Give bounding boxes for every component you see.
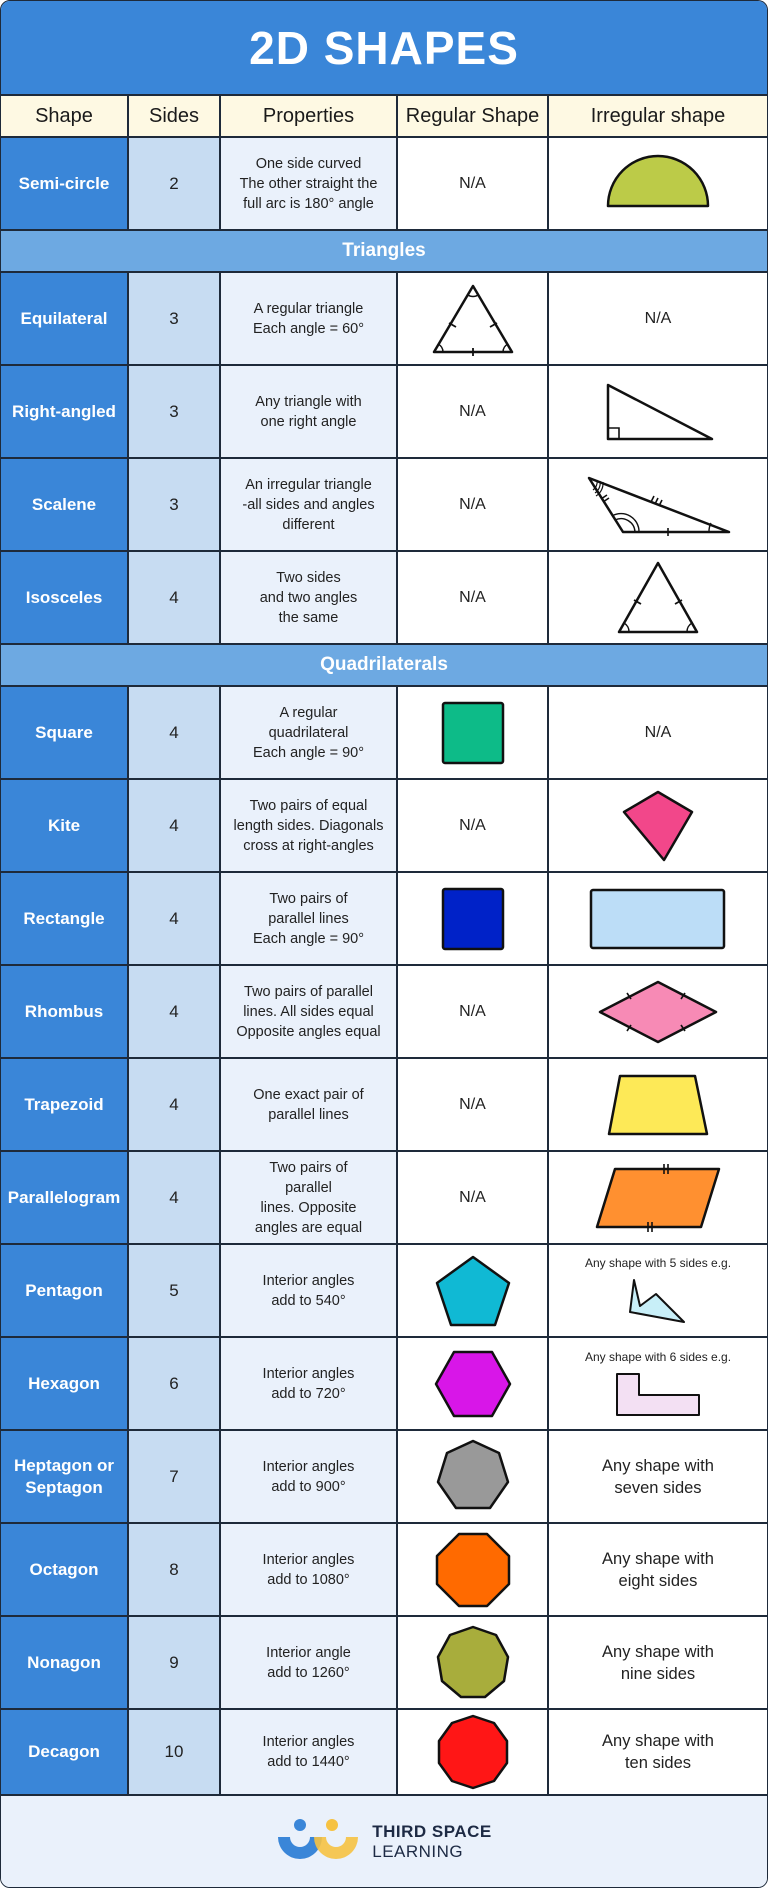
irregular-cell bbox=[549, 1152, 767, 1243]
sides-count: 10 bbox=[129, 1710, 221, 1794]
properties-text: Interior angles add to 1080° bbox=[221, 1524, 398, 1615]
regular-cell bbox=[398, 1710, 549, 1794]
regular-cell bbox=[398, 1245, 549, 1336]
table-row bbox=[1, 871, 767, 964]
header-regular: Regular Shape bbox=[398, 96, 549, 136]
kite-icon bbox=[620, 788, 696, 864]
right-triangle-icon bbox=[598, 379, 718, 445]
irregular-note: Any shape with 6 sides e.g. bbox=[584, 1349, 732, 1364]
regular-cell bbox=[398, 873, 549, 964]
parallelogram-icon bbox=[593, 1163, 723, 1233]
octagon-icon bbox=[433, 1530, 513, 1610]
irregular-na: N/A bbox=[549, 273, 767, 364]
header-row bbox=[1, 94, 767, 136]
sides-count: 3 bbox=[129, 273, 221, 364]
heptagon-icon bbox=[433, 1437, 513, 1517]
trapezoid-icon bbox=[605, 1072, 711, 1138]
sides-count: 2 bbox=[129, 138, 221, 229]
irregular-cell bbox=[549, 873, 767, 964]
brand-line-1: THIRD SPACE bbox=[372, 1821, 492, 1841]
regular-cell bbox=[398, 687, 549, 778]
regular-cell bbox=[398, 1617, 549, 1708]
table-row bbox=[1, 1243, 767, 1336]
table-row bbox=[1, 685, 767, 778]
square-icon bbox=[440, 700, 506, 766]
header-sides: Sides bbox=[129, 96, 221, 136]
properties-text: Two pairs of parallel lines Each angle = 90° bbox=[221, 873, 398, 964]
regular-na: N/A bbox=[398, 459, 549, 550]
properties-text: Two pairs of equal length sides. Diagonals cross at right-angles bbox=[221, 780, 398, 871]
sides-count: 4 bbox=[129, 873, 221, 964]
pentagon-icon bbox=[433, 1253, 513, 1329]
sides-count: 9 bbox=[129, 1617, 221, 1708]
properties-text: Interior angles add to 540° bbox=[221, 1245, 398, 1336]
irregular-cell bbox=[549, 780, 767, 871]
regular-na: N/A bbox=[398, 138, 549, 229]
rhombus-icon bbox=[596, 978, 720, 1046]
shape-name: Kite bbox=[1, 780, 129, 871]
table-row bbox=[1, 364, 767, 457]
sides-count: 5 bbox=[129, 1245, 221, 1336]
sides-count: 4 bbox=[129, 552, 221, 643]
nonagon-icon bbox=[433, 1623, 513, 1703]
sides-count: 4 bbox=[129, 1059, 221, 1150]
shape-name: Decagon bbox=[1, 1710, 129, 1794]
table-row bbox=[1, 1057, 767, 1150]
regular-na: N/A bbox=[398, 552, 549, 643]
properties-text: An irregular triangle -all sides and angles different bbox=[221, 459, 398, 550]
table-row bbox=[1, 778, 767, 871]
properties-text: Interior angles add to 1440° bbox=[221, 1710, 398, 1794]
irregular-cell bbox=[549, 1059, 767, 1150]
irregular-cell bbox=[549, 459, 767, 550]
properties-text: Any triangle with one right angle bbox=[221, 366, 398, 457]
table-row bbox=[1, 1708, 767, 1794]
header-shape: Shape bbox=[1, 96, 129, 136]
shape-name: Nonagon bbox=[1, 1617, 129, 1708]
rectangle-icon bbox=[588, 886, 728, 952]
irregular-cell bbox=[549, 138, 767, 229]
irregular-pentagon-icon bbox=[626, 1276, 690, 1326]
sides-count: 4 bbox=[129, 966, 221, 1057]
shape-name: Pentagon bbox=[1, 1245, 129, 1336]
table-row bbox=[1, 964, 767, 1057]
properties-text: Two pairs of parallel lines. All sides equal Opposite angles equal bbox=[221, 966, 398, 1057]
irregular-text: Any shape with eight sides bbox=[549, 1524, 767, 1615]
regular-na: N/A bbox=[398, 780, 549, 871]
decagon-icon bbox=[433, 1712, 513, 1792]
table-row bbox=[1, 1150, 767, 1243]
properties-text: Two pairs of parallel lines. Opposite angles are equal bbox=[221, 1152, 398, 1243]
properties-text: One exact pair of parallel lines bbox=[221, 1059, 398, 1150]
irregular-cell bbox=[549, 966, 767, 1057]
table-row bbox=[1, 1336, 767, 1429]
properties-text: One side curved The other straight the full arc is 180° angle bbox=[221, 138, 398, 229]
scalene-triangle-icon bbox=[583, 472, 733, 538]
table-row bbox=[1, 271, 767, 364]
shape-name: Trapezoid bbox=[1, 1059, 129, 1150]
table-row bbox=[1, 457, 767, 550]
shape-name: Equilateral bbox=[1, 273, 129, 364]
table-row bbox=[1, 1522, 767, 1615]
footer bbox=[1, 1794, 767, 1887]
header-irregular: Irregular shape bbox=[549, 96, 767, 136]
regular-na: N/A bbox=[398, 366, 549, 457]
shape-name: Right-angled bbox=[1, 366, 129, 457]
properties-text: A regular quadrilateral Each angle = 90° bbox=[221, 687, 398, 778]
sides-count: 4 bbox=[129, 780, 221, 871]
regular-cell bbox=[398, 1431, 549, 1522]
shape-name: Parallelogram bbox=[1, 1152, 129, 1243]
isosceles-triangle-icon bbox=[613, 558, 703, 638]
square-icon bbox=[440, 886, 506, 952]
brand-name bbox=[372, 1822, 491, 1862]
shape-name: Heptagon or Septagon bbox=[1, 1431, 129, 1522]
table-row bbox=[1, 136, 767, 229]
irregular-note: Any shape with 5 sides e.g. bbox=[584, 1255, 732, 1270]
sides-count: 6 bbox=[129, 1338, 221, 1429]
equilateral-triangle-icon bbox=[428, 279, 518, 359]
l-shape-icon bbox=[613, 1370, 703, 1418]
sides-count: 3 bbox=[129, 366, 221, 457]
section-quadrilaterals: Quadrilaterals bbox=[1, 643, 767, 685]
properties-text: Interior angles add to 900° bbox=[221, 1431, 398, 1522]
irregular-na: N/A bbox=[549, 687, 767, 778]
shape-name: Isosceles bbox=[1, 552, 129, 643]
table-row bbox=[1, 1615, 767, 1708]
header-properties: Properties bbox=[221, 96, 398, 136]
properties-text: Two sides and two angles the same bbox=[221, 552, 398, 643]
sides-count: 4 bbox=[129, 1152, 221, 1243]
sides-count: 7 bbox=[129, 1431, 221, 1522]
irregular-text: Any shape with seven sides bbox=[549, 1431, 767, 1522]
hexagon-icon bbox=[432, 1348, 514, 1420]
properties-text: Interior angle add to 1260° bbox=[221, 1617, 398, 1708]
regular-na: N/A bbox=[398, 1152, 549, 1243]
page-title: 2D SHAPES bbox=[1, 1, 767, 94]
sides-count: 3 bbox=[129, 459, 221, 550]
table-row bbox=[1, 1429, 767, 1522]
shape-name: Scalene bbox=[1, 459, 129, 550]
irregular-text: Any shape with nine sides bbox=[549, 1617, 767, 1708]
irregular-cell bbox=[549, 366, 767, 457]
sides-count: 4 bbox=[129, 687, 221, 778]
irregular-text: Any shape with ten sides bbox=[549, 1710, 767, 1794]
irregular-cell bbox=[549, 1338, 767, 1429]
shape-name: Rhombus bbox=[1, 966, 129, 1057]
properties-text: Interior angles add to 720° bbox=[221, 1338, 398, 1429]
regular-cell bbox=[398, 1338, 549, 1429]
properties-text: A regular triangle Each angle = 60° bbox=[221, 273, 398, 364]
semicircle-icon bbox=[603, 154, 713, 214]
brand-line-2: LEARNING bbox=[372, 1841, 464, 1861]
shape-name: Semi-circle bbox=[1, 138, 129, 229]
irregular-cell bbox=[549, 552, 767, 643]
regular-cell bbox=[398, 1524, 549, 1615]
shape-name: Square bbox=[1, 687, 129, 778]
irregular-cell bbox=[549, 1245, 767, 1336]
shape-name: Rectangle bbox=[1, 873, 129, 964]
shape-name: Octagon bbox=[1, 1524, 129, 1615]
shape-name: Hexagon bbox=[1, 1338, 129, 1429]
sides-count: 8 bbox=[129, 1524, 221, 1615]
regular-na: N/A bbox=[398, 1059, 549, 1150]
regular-na: N/A bbox=[398, 966, 549, 1057]
section-triangles: Triangles bbox=[1, 229, 767, 271]
third-space-learning-logo bbox=[276, 1817, 360, 1867]
regular-cell bbox=[398, 273, 549, 364]
table-row bbox=[1, 550, 767, 643]
